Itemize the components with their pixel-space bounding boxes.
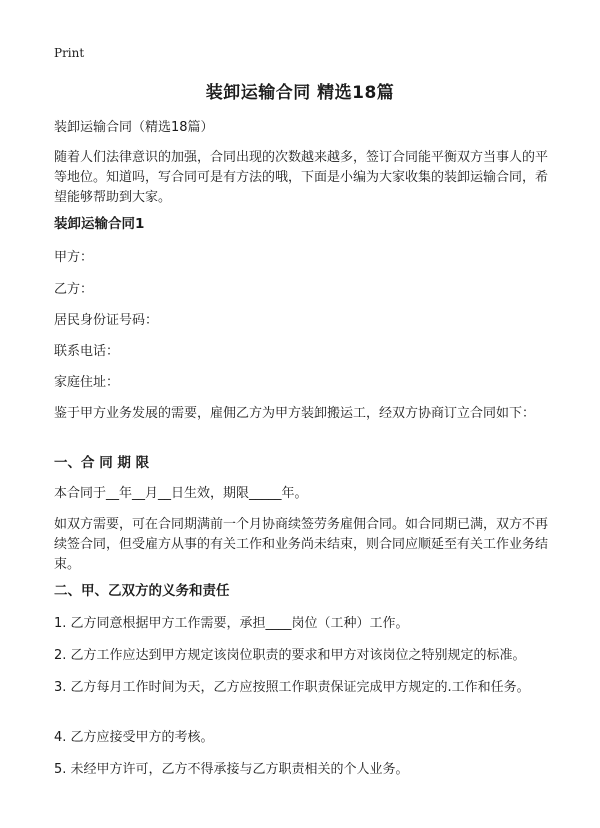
duty-item-3: 3. 乙方每月工作时间为天，乙方应按照工作职责保证完成甲方规定的.工作和任务。 [54,680,530,695]
section-heading-term: 一、合 同 期 限 [54,455,150,471]
term-paragraph-2: 如双方需要，可在合同期满前一个月协商续签劳务雇佣合同。如合同期已满，双方不再续签合同，但受雇方从事的有关工作和业务尚未结束，则合同应顺延至有关工作业务结束。 [54,517,549,572]
duty-item-2: 2. 乙方工作应达到甲方规定该岗位职责的要求和甲方对该岗位之特别规定的标准。 [54,648,526,663]
document-subtitle: 装卸运输合同（精选18篇） [54,120,214,135]
phone-field: 联系电话： [54,344,120,359]
section-heading-duties: 二、甲、乙双方的义务和责任 [54,583,230,599]
intro-paragraph: 随着人们法律意识的加强，合同出现的次数越来越多，签订合同能平衡双方当事人的平等地位。知道吗，写合同可是有方法的哦，下面是小编为大家收集的装卸运输合同，希望能够帮助到大家。 [54,150,549,205]
term-paragraph-1: 本合同于__年__月__日生效，期限_____年。 [54,486,308,501]
print-link[interactable]: Print [54,46,85,60]
document-title: 装卸运输合同 精选18篇 [205,83,395,103]
id-number-field: 居民身份证号码： [54,313,159,328]
preamble-paragraph: 鉴于甲方业务发展的需要，雇佣乙方为甲方装卸搬运工，经双方协商订立合同如下： [54,406,536,421]
party-a-field: 甲方： [54,250,94,265]
duty-item-4: 4. 乙方应接受甲方的考核。 [54,730,214,745]
address-field: 家庭住址： [54,375,120,390]
section-heading-contract-1: 装卸运输合同1 [54,216,145,232]
duty-item-1: 1. 乙方同意根据甲方工作需要，承担____岗位（工种）工作。 [54,616,409,631]
party-b-field: 乙方： [54,282,94,297]
duty-item-5: 5. 未经甲方许可，乙方不得承接与乙方职责相关的个人业务。 [54,762,409,777]
